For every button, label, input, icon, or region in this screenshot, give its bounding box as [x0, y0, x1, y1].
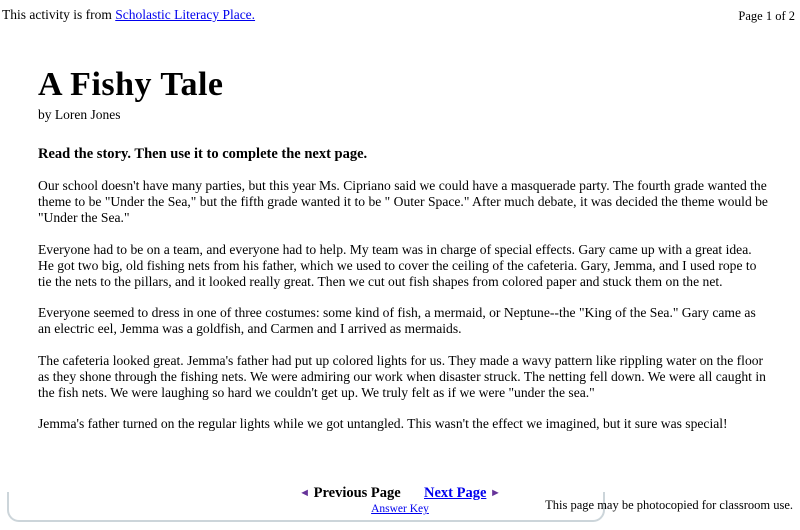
- answer-key-link[interactable]: Answer Key: [371, 503, 429, 516]
- next-page-link[interactable]: Next Page: [423, 485, 487, 502]
- story-paragraph: Jemma's father turned on the regular lights while we got untangled. This wasn't the effect we imagined, but it sure was special!: [38, 416, 728, 432]
- page-indicator: Page 1 of 2: [738, 9, 795, 23]
- photocopy-notice: This page may be photocopied for classroom use.: [545, 498, 793, 512]
- source-link[interactable]: Scholastic Literacy Place.: [115, 7, 256, 22]
- bottom-panel-edge: [7, 492, 605, 522]
- story-paragraph: Everyone seemed to dress in one of three costumes: some kind of fish, a mermaid, or Neptune--the "King of the Sea." Gary came as an electric eel, Jemma was a goldfish, and Carmen and I arrived as mermaids.: [38, 305, 756, 337]
- source-line: [2, 7, 255, 23]
- page-title: A Fishy Tale: [38, 66, 224, 103]
- story-paragraph: Everyone had to be on a team, and everyone had to help. My team was in charge of special effects. Gary came up with a great idea. He got two big, old fishing nets from his father, which we used to cover the ceiling of the cafeteria. Gary, Jemma, and I used rope to tie the nets to the pillars, and it looked really great. Then we cut out fish shapes from colored paper and stuck them on the net.: [38, 241, 757, 290]
- story-paragraph: The cafeteria looked great. Jemma's father had put up colored lights for us. They made a wavy pattern like rippling water on the floor as they shone through the fishing nets. We were admiring our work when disaster struck. The netting fell down. We were all caught in the fish nets. We were laughing so hard we couldn't get up. We truly felt as if we were "under the sea.": [38, 352, 766, 401]
- previous-arrow-icon: ◄: [299, 487, 310, 500]
- top-bar: [0, 0, 800, 24]
- next-arrow-icon: ►: [490, 487, 501, 500]
- story-paragraph: Our school doesn't have many parties, but this year Ms. Cipriano said we could have a masquerade party. The fourth grade wanted the theme to be "Under the Sea," but the fifth grade wanted it to be " Outer Space." After much debate, it was decided the theme would be "Under the Sea.": [38, 178, 768, 226]
- instruction-text: Read the story. Then use it to complete the next page.: [38, 146, 368, 162]
- previous-page-label: Previous Page: [313, 485, 401, 502]
- source-prefix-text: This activity is from: [2, 7, 116, 22]
- byline: by Loren Jones: [38, 107, 121, 122]
- story-body: [38, 178, 770, 432]
- article-content: [38, 66, 770, 432]
